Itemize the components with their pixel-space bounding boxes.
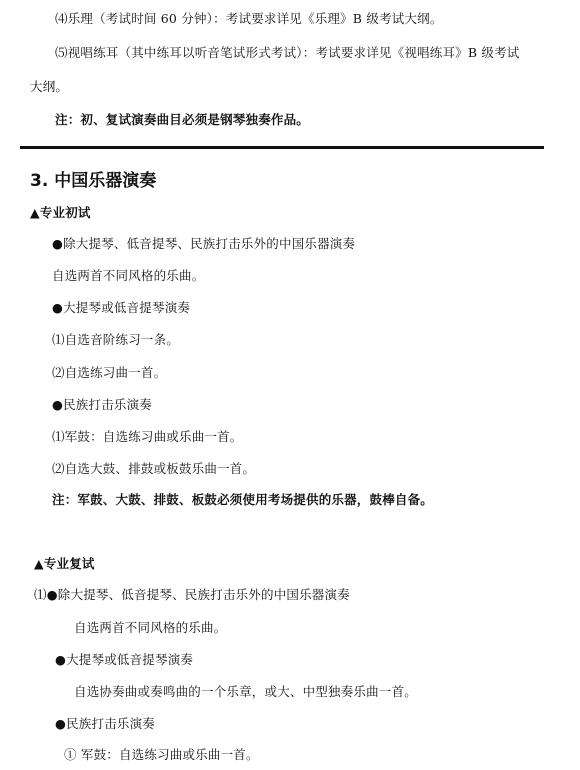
prelim-cat1-title: ●除大提琴、低音提琴、民族打击乐外的中国乐器演奏	[52, 236, 356, 251]
retest-cat3-title: ●民族打击乐演奏	[55, 716, 156, 731]
solfege-exam-item: ⑸视唱练耳（其中练耳以听音笔试形式考试）：考试要求详见《视唱练耳》B 级考试	[55, 45, 520, 60]
prelim-note: 注：军鼓、大鼓、排鼓、板鼓必须使用考场提供的乐器，鼓棒自备。	[52, 492, 434, 507]
retest-cat2-desc: 自选协奏曲或奏鸣曲的一个乐章，或大、中型独奏乐曲一首。	[74, 684, 417, 699]
solfege-exam-item-cont: 大纲。	[30, 79, 69, 94]
section-title: 3. 中国乐器演奏	[30, 171, 157, 191]
prelim-cat3-item2: ⑵自选大鼓、排鼓或板鼓乐曲一首。	[52, 461, 256, 476]
prelim-cat2-title: ●大提琴或低音提琴演奏	[52, 300, 191, 315]
theory-exam-item: ⑷乐理（考试时间 60 分钟）：考试要求详见《乐理》B 级考试大纲。	[55, 11, 443, 26]
section-divider	[20, 146, 544, 149]
retest-cat1-desc: 自选两首不同风格的乐曲。	[74, 620, 227, 635]
prelim-cat1-desc: 自选两首不同风格的乐曲。	[52, 268, 205, 283]
retest-cat2-title: ●大提琴或低音提琴演奏	[55, 652, 194, 667]
prelim-cat3-title: ●民族打击乐演奏	[52, 397, 153, 412]
piano-note: 注：初、复试演奏曲目必须是钢琴独奏作品。	[55, 112, 310, 127]
prelim-cat2-item2: ⑵自选练习曲一首。	[52, 365, 167, 380]
retest-heading: ▲专业复试	[34, 556, 95, 571]
prelim-heading: ▲专业初试	[30, 205, 91, 220]
retest-cat1-title: ⑴●除大提琴、低音提琴、民族打击乐外的中国乐器演奏	[34, 587, 350, 602]
prelim-cat2-item1: ⑴自选音阶练习一条。	[52, 332, 180, 347]
prelim-cat3-item1: ⑴军鼓：自选练习曲或乐曲一首。	[52, 429, 243, 444]
retest-cat3-item1: ① 军鼓：自选练习曲或乐曲一首。	[64, 747, 259, 762]
